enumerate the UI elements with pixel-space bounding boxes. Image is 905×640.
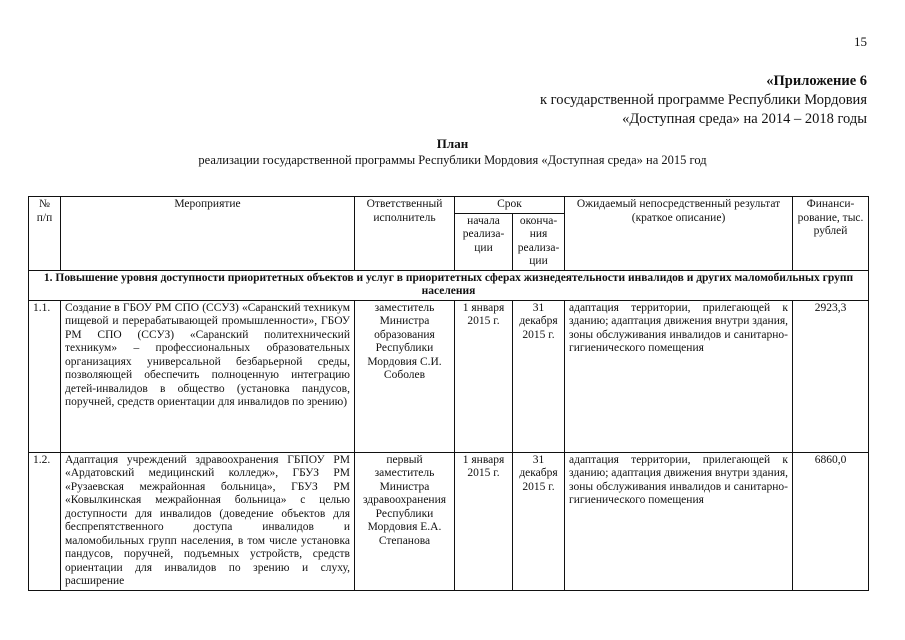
appendix-line-2: к государственной программе Республики Мордовия	[539, 92, 867, 108]
row-event: Адаптация учреждений здравоохранения ГБПОУ РМ «Ардатовский медицинский колледж», ГБУЗ РМ «Рузаевская межрайонная больница», ГБУЗ РМ «Ковылкинская межрайонная больница» с целью доступности для инвалидов (доведение объектов для беспрепятственного доступа инвалидов и маломобильных групп населения, в том числе установка пандусов, поручней, подъемных устройств, средств ориентации для инвалидов по зрению и слуху, расширение	[61, 452, 355, 590]
row-finance: 2923,3	[793, 300, 869, 452]
row-start: 1 января 2015 г.	[455, 300, 513, 452]
row-end: 31 декабря 2015 г.	[513, 452, 565, 590]
section-title: 1. Повышение уровня доступности приоритетных объектов и услуг в приоритетных сферах жизнедеятельности инвалидов и других маломобильных групп населения	[29, 270, 869, 300]
row-num: 1.1.	[29, 300, 61, 452]
appendix-title: «Приложение 6	[766, 73, 867, 89]
row-responsible: заместитель Министра образования Республики Мордовия С.И. Соболев	[355, 300, 455, 452]
header-term: Срок	[455, 197, 565, 214]
header-responsible: Ответственный исполнитель	[355, 197, 455, 271]
plan-title: План	[436, 136, 469, 151]
row-result: адаптация территории, прилегающей к зданию; адаптация движения внутри здания, зоны обслуживания инвалидов и санитарно-гигиенического помещения	[565, 300, 793, 452]
row-responsible: первый заместитель Министра здравоохранения Республики Мордовия Е.А. Степанова	[355, 452, 455, 590]
row-finance: 6860,0	[793, 452, 869, 590]
row-start: 1 января 2015 г.	[455, 452, 513, 590]
header-end: оконча-ния реализа-ции	[513, 213, 565, 270]
header-num: № п/п	[29, 197, 61, 271]
header-start: начала реализа-ции	[455, 213, 513, 270]
header-finance: Финанси-рование, тыс. рублей	[793, 197, 869, 271]
table-header-row	[29, 197, 869, 214]
table-row	[29, 300, 869, 452]
plan-subtitle: реализации государственной программы Республики Мордовия «Доступная среда» на 2015 год	[198, 153, 707, 167]
row-event: Создание в ГБОУ РМ СПО (ССУЗ) «Саранский техникум пищевой и перерабатывающей промышленности», ГБОУ РМ СПО (ССУЗ) «Саранский политехнический техникум» – профессиональных образовательных организациях универсальной безбарьерной среды, позволяющей обеспечить полноценную интеграцию детей-инвалидов в общество (установка пандусов, поручней, средств ориентации для инвалидов по зрению)	[61, 300, 355, 452]
plan-table	[28, 196, 869, 591]
appendix-line-3: «Доступная среда» на 2014 – 2018 годы	[622, 111, 867, 127]
section-row	[29, 270, 869, 300]
row-num: 1.2.	[29, 452, 61, 590]
row-result: адаптация территории, прилегающей к зданию; адаптация движения внутри здания, зоны обслуживания инвалидов и санитарно-гигиенического помещения	[565, 452, 793, 590]
page-number: 15	[854, 34, 867, 49]
appendix-header	[540, 72, 867, 129]
table-row	[29, 452, 869, 590]
page-bottom-margin	[0, 597, 905, 640]
header-event: Мероприятие	[61, 197, 355, 271]
row-end: 31 декабря 2015 г.	[513, 300, 565, 452]
header-result: Ожидаемый непосредственный результат (краткое описание)	[565, 197, 793, 271]
